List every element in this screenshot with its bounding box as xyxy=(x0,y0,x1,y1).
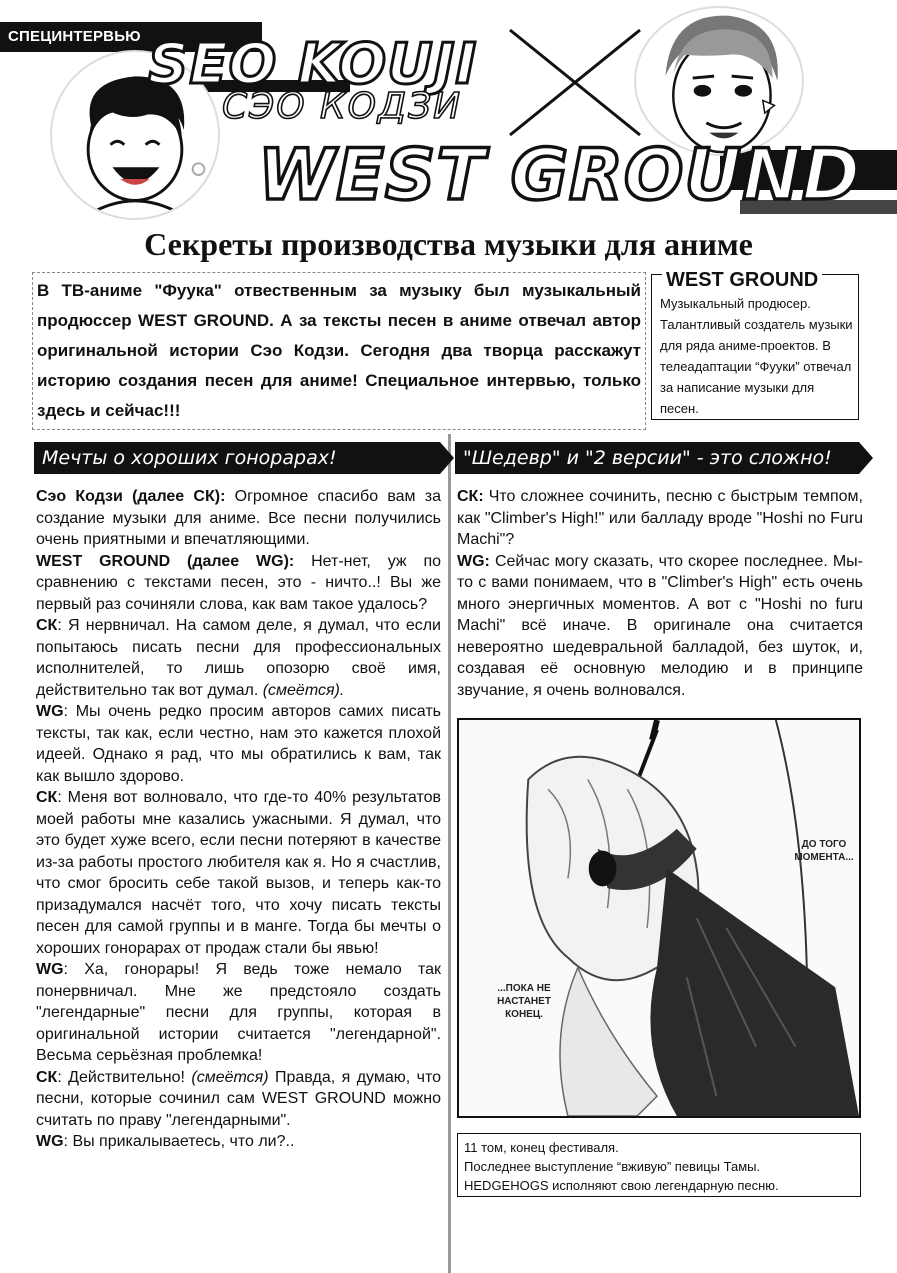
dialogue-line xyxy=(457,551,863,702)
profile-description: Музыкальный продюсер. Талантливый создатель музыки для ряда аниме-проектов. В телеадаптации “Фууки” отвечал за написание музыки для песен. xyxy=(660,296,853,416)
dialogue-line xyxy=(36,551,441,616)
dialogue-line xyxy=(36,1067,441,1132)
column-divider xyxy=(448,434,451,1273)
right-column-dialogue xyxy=(457,486,863,701)
speaker-label: СК: xyxy=(457,488,484,505)
special-interview-badge: СПЕЦИНТЕРВЬЮ xyxy=(0,22,262,52)
dialogue-text: Правда, я думаю, что песни, которые сочинил сам WEST GROUND можно считать по праву "легендарными". xyxy=(36,1068,442,1129)
dialogue-line xyxy=(36,787,441,959)
dialogue-line xyxy=(36,1131,441,1153)
intro-paragraph: В ТВ-аниме "Фуука" отвественным за музыку был музыкальный продюссер WEST GROUND. А за тексты песен в аниме отвечал автор оригинальной истории Сэо Кодзи. Сегодня два творца расскажут историю создания песен для аниме! Специальное интервью, только здесь и сейчас!!! xyxy=(32,272,646,430)
west-ground-portrait-drawing xyxy=(636,8,802,154)
speech-bubble: ДО ТОГО МОМЕНТА... xyxy=(794,839,854,863)
west-ground-title: WEST GROUND xyxy=(258,134,861,216)
section-header-royalties: Мечты о хороших гонорарах! xyxy=(34,442,440,474)
speech-bubble: ...ПОКА НЕ НАСТАНЕТ КОНЕЦ. xyxy=(497,983,551,1020)
dialogue-line xyxy=(36,486,441,551)
speaker-label: WEST GROUND (далее WG): xyxy=(36,552,295,570)
dialogue-text: : Мы очень редко просим авторов самих писать тексты, так как, если честно, нам это кажется плохой идеей. Однако я рад, что мы обратились к вам, так как вышло здорово. xyxy=(36,703,441,785)
left-column-dialogue xyxy=(36,486,441,1153)
dialogue-line xyxy=(36,701,441,787)
caption-line: 11 том, конец фестиваля. xyxy=(464,1140,619,1155)
singer-illustration xyxy=(459,720,859,1116)
speaker-label: WG: xyxy=(457,552,490,570)
speaker-label: WG xyxy=(36,961,64,978)
profile-name: WEST GROUND xyxy=(662,269,822,292)
stage-direction: (смеётся). xyxy=(262,681,345,699)
dialogue-line xyxy=(36,959,441,1067)
dialogue-text: : Меня вот волновало, что где-то 40% результатов моей работы мне казались ужасными. Я думал, что это будет хуже всего, если песни потеряют в качестве из-за работы простого любителя как я. Но я счастлив, что смог бросить себе такой вызов, и теперь как-то призадумался насчёт того, что хочу писать тексты песен для самой группы и в манге. Тогда бы мечты о хороших гонорарах от продаж стали бы явью! xyxy=(36,789,441,957)
speaker-label: Сэо Кодзи (далее СК): xyxy=(36,488,226,505)
dialogue-text: Нет-нет, уж по сравнению с текстами песен, это - ничто..! Вы же первый раз сочиняли слова, как вам такое удалось? xyxy=(36,552,441,613)
dialogue-text: : Я нервничал. На самом деле, я думал, что если попытаюсь писать песни для профессиональных исполнителей, то лишь опозорю своё имя, действительно так вот думал. xyxy=(36,617,441,699)
dialogue-line xyxy=(36,615,441,701)
section-header-masterpiece: "Шедевр" и "2 версии" - это сложно! xyxy=(455,442,859,474)
dialogue-text: Огромное спасибо вам за создание музыки для аниме. Все песни получились очень приятными и впечатляющими. xyxy=(36,488,442,548)
manga-panel-singer xyxy=(457,718,861,1118)
seo-kouji-title-russian: СЭО КОДЗИ xyxy=(222,86,463,127)
speaker-label: СК xyxy=(36,789,58,806)
caption-line: Последнее выступление “вживую” певицы Тамы. xyxy=(464,1159,761,1174)
speaker-label: СК xyxy=(36,617,58,634)
speaker-label: СК xyxy=(36,1068,58,1086)
dialogue-line xyxy=(457,486,863,551)
speaker-label: WG xyxy=(36,1133,64,1150)
article-headline: Секреты производства музыки для аниме xyxy=(144,226,753,262)
caption-line: HEDGEHOGS исполняют свою легендарную песню. xyxy=(464,1178,779,1193)
panel-caption xyxy=(457,1133,861,1197)
dialogue-text: Что сложнее сочинить, песню с быстрым темпом, как "Climber's High!" или балладу вроде "Hoshi no Furu Machi"? xyxy=(457,488,863,548)
dialogue-text: : Действительно! xyxy=(57,1068,192,1086)
west-ground-profile-box xyxy=(651,269,859,420)
seo-kouji-title: SEO KOUJI xyxy=(148,32,478,97)
interview-header xyxy=(0,0,897,222)
dialogue-text: Сейчас могу сказать, что скорее последнее. Мы-то с вами понимаем, что в "Climber's High" есть очень много энергичных моментов. А вот с "Hoshi no furu Machi" всё иначе. В оригинале она считается невероятно шедевральной балладой, без шуток, и, создавая её основную мелодию и в принципе звучание, я очень волновался. xyxy=(457,552,863,699)
dialogue-text: : Вы прикалываетесь, что ли?.. xyxy=(63,1133,295,1150)
versus-cross xyxy=(500,20,650,140)
dialogue-text: : Ха, гонорары! Я ведь тоже немало так понервничал. Мне же предстояло создать "легендарные" песни для группы, которая в оригинальной истории считается "легендарной". Весьма серьёзная проблемка! xyxy=(36,961,441,1064)
stage-direction: (смеётся) xyxy=(191,1068,269,1086)
speaker-label: WG xyxy=(36,703,64,720)
